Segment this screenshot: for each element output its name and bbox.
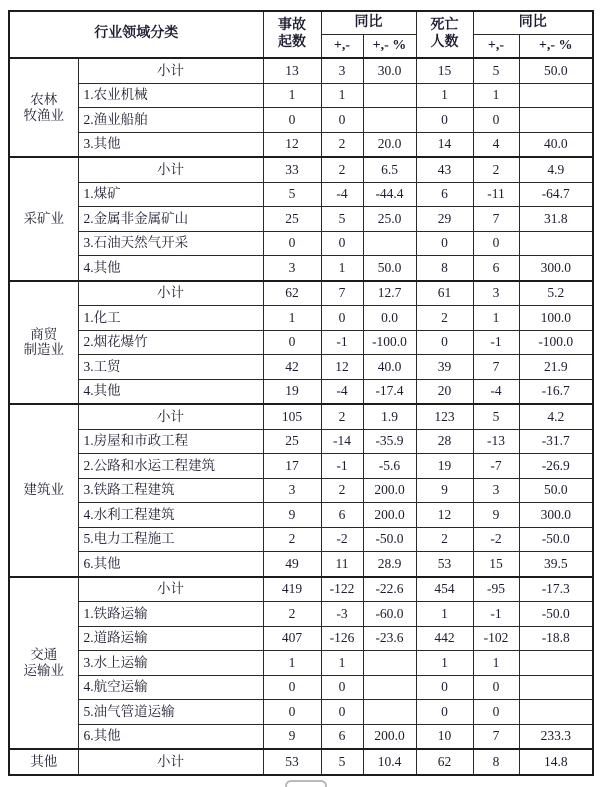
value-cell: 61 — [416, 281, 473, 306]
value-cell: 0 — [473, 675, 519, 700]
value-cell: 21.9 — [519, 355, 593, 380]
value-cell: -1 — [473, 330, 519, 355]
value-cell: 1 — [263, 651, 321, 676]
value-cell: 2 — [416, 306, 473, 331]
value-cell: -1 — [473, 602, 519, 627]
value-cell: 0 — [416, 108, 473, 133]
value-cell: 0 — [263, 108, 321, 133]
table-row — [9, 330, 593, 355]
value-cell: -35.9 — [363, 429, 416, 454]
item-label: 1.煤矿 — [78, 182, 263, 207]
value-cell: -64.7 — [519, 182, 593, 207]
value-cell: 123 — [416, 404, 473, 429]
sector-label — [9, 58, 78, 157]
value-cell: 9 — [416, 478, 473, 503]
value-cell — [519, 651, 593, 676]
table-row — [9, 626, 593, 651]
value-cell: 2 — [321, 132, 363, 157]
value-cell: 42 — [263, 355, 321, 380]
value-cell: 0 — [473, 108, 519, 133]
value-cell: 1 — [263, 83, 321, 108]
value-cell — [363, 108, 416, 133]
item-label: 2.金属非金属矿山 — [78, 207, 263, 232]
value-cell: -23.6 — [363, 626, 416, 651]
value-cell: 43 — [416, 157, 473, 182]
table-row — [9, 724, 593, 749]
value-cell: 11 — [321, 552, 363, 577]
value-cell: 39 — [416, 355, 473, 380]
industry-accident-table — [8, 10, 594, 776]
value-cell: 2 — [263, 602, 321, 627]
value-cell: 5 — [473, 404, 519, 429]
value-cell — [519, 83, 593, 108]
table-header — [9, 11, 593, 58]
value-cell: 454 — [416, 577, 473, 602]
value-cell: -17.4 — [363, 379, 416, 404]
item-label: 2.道路运输 — [78, 626, 263, 651]
value-cell: -13 — [473, 429, 519, 454]
value-cell: 1 — [473, 306, 519, 331]
value-cell: 3 — [473, 281, 519, 306]
value-cell: 0 — [416, 330, 473, 355]
sector-label — [9, 749, 78, 775]
value-cell: 5 — [263, 182, 321, 207]
value-cell: 0 — [321, 700, 363, 725]
value-cell: -1 — [321, 454, 363, 479]
value-cell: 12 — [416, 503, 473, 528]
value-cell: 10.4 — [363, 749, 416, 775]
item-label: 3.石油天然气开采 — [78, 231, 263, 256]
table-row — [9, 132, 593, 157]
item-label: 1.铁路运输 — [78, 602, 263, 627]
value-cell: -2 — [321, 527, 363, 552]
value-cell: 200.0 — [363, 724, 416, 749]
subtotal-label: 小计 — [78, 404, 263, 429]
value-cell: 0 — [321, 306, 363, 331]
table-row — [9, 157, 593, 182]
value-cell: 25 — [263, 207, 321, 232]
header-line: 事故 — [278, 18, 306, 34]
item-label: 1.房屋和市政工程 — [78, 429, 263, 454]
header-line: 起数 — [278, 34, 306, 50]
value-cell — [363, 700, 416, 725]
table-row — [9, 281, 593, 306]
value-cell: -122 — [321, 577, 363, 602]
value-cell: 7 — [321, 281, 363, 306]
value-cell: 1.9 — [363, 404, 416, 429]
table-row — [9, 577, 593, 602]
table-row — [9, 108, 593, 133]
header-plus-minus-accidents: +,- — [321, 35, 363, 59]
value-cell: 419 — [263, 577, 321, 602]
value-cell: -5.6 — [363, 454, 416, 479]
table-row — [9, 404, 593, 429]
value-cell: -26.9 — [519, 454, 593, 479]
header-plus-minus-pct-deaths: +,- % — [519, 35, 593, 59]
value-cell: 0 — [416, 700, 473, 725]
page-indicator — [285, 780, 327, 787]
value-cell — [363, 675, 416, 700]
value-cell — [519, 108, 593, 133]
item-label: 2.公路和水运工程建筑 — [78, 454, 263, 479]
value-cell: -18.8 — [519, 626, 593, 651]
sector-label-line: 农林 — [30, 91, 58, 107]
value-cell: 8 — [416, 256, 473, 281]
subtotal-label: 小计 — [78, 58, 263, 83]
value-cell: 0 — [473, 700, 519, 725]
value-cell: -14 — [321, 429, 363, 454]
value-cell: 50.0 — [519, 58, 593, 83]
value-cell: -60.0 — [363, 602, 416, 627]
header-yoy-accidents: 同比 — [321, 11, 416, 35]
item-label: 2.烟花爆竹 — [78, 330, 263, 355]
value-cell: 7 — [473, 724, 519, 749]
value-cell: 105 — [263, 404, 321, 429]
value-cell: 1 — [416, 602, 473, 627]
header-line: 死亡 — [430, 18, 459, 34]
value-cell: -50.0 — [519, 527, 593, 552]
subtotal-label: 小计 — [78, 577, 263, 602]
value-cell: 442 — [416, 626, 473, 651]
value-cell: 1 — [473, 83, 519, 108]
value-cell: 407 — [263, 626, 321, 651]
value-cell: 4 — [473, 132, 519, 157]
sector-label-line: 交通 — [30, 647, 58, 663]
value-cell: -22.6 — [363, 577, 416, 602]
value-cell: 200.0 — [363, 478, 416, 503]
value-cell: 13 — [263, 58, 321, 83]
value-cell: 1 — [263, 306, 321, 331]
value-cell: 50.0 — [363, 256, 416, 281]
table-row — [9, 478, 593, 503]
value-cell: 2 — [416, 527, 473, 552]
table-row — [9, 182, 593, 207]
subtotal-label: 小计 — [78, 157, 263, 182]
value-cell: 62 — [416, 749, 473, 775]
value-cell: 62 — [263, 281, 321, 306]
value-cell: 29 — [416, 207, 473, 232]
value-cell: 0 — [263, 675, 321, 700]
value-cell: 14.8 — [519, 749, 593, 775]
value-cell: 4.9 — [519, 157, 593, 182]
value-cell: 9 — [263, 503, 321, 528]
table-row — [9, 749, 593, 775]
value-cell: -95 — [473, 577, 519, 602]
value-cell: 6.5 — [363, 157, 416, 182]
value-cell: 12 — [263, 132, 321, 157]
value-cell: 1 — [321, 83, 363, 108]
header-plus-minus-deaths: +,- — [473, 35, 519, 59]
value-cell: 4.2 — [519, 404, 593, 429]
value-cell: -16.7 — [519, 379, 593, 404]
value-cell: -100.0 — [519, 330, 593, 355]
header-yoy-deaths: 同比 — [473, 11, 593, 35]
table-row — [9, 429, 593, 454]
value-cell: -44.4 — [363, 182, 416, 207]
sector-label — [9, 281, 78, 405]
value-cell: 0 — [321, 231, 363, 256]
value-cell: 6 — [416, 182, 473, 207]
value-cell: 3 — [263, 478, 321, 503]
table-row — [9, 207, 593, 232]
value-cell: 0 — [263, 700, 321, 725]
item-label: 3.水上运输 — [78, 651, 263, 676]
value-cell: 14 — [416, 132, 473, 157]
value-cell: 6 — [473, 256, 519, 281]
item-label: 3.其他 — [78, 132, 263, 157]
value-cell: 2 — [321, 157, 363, 182]
value-cell — [363, 231, 416, 256]
value-cell: 53 — [416, 552, 473, 577]
value-cell: 5 — [321, 749, 363, 775]
value-cell: 0 — [263, 231, 321, 256]
value-cell: 25 — [263, 429, 321, 454]
value-cell: 30.0 — [363, 58, 416, 83]
header-accident-count — [263, 11, 321, 58]
item-label: 4.其他 — [78, 379, 263, 404]
sector-label-line: 运输业 — [23, 662, 64, 678]
value-cell: 1 — [416, 651, 473, 676]
value-cell: 2 — [321, 404, 363, 429]
value-cell: -7 — [473, 454, 519, 479]
value-cell — [363, 651, 416, 676]
value-cell: 19 — [263, 379, 321, 404]
value-cell: 300.0 — [519, 503, 593, 528]
value-cell: 3 — [321, 58, 363, 83]
value-cell: -4 — [321, 379, 363, 404]
value-cell — [519, 675, 593, 700]
value-cell: 49 — [263, 552, 321, 577]
value-cell: 1 — [473, 651, 519, 676]
value-cell: -2 — [473, 527, 519, 552]
value-cell — [519, 231, 593, 256]
table-row — [9, 58, 593, 83]
value-cell: -11 — [473, 182, 519, 207]
subtotal-label: 小计 — [78, 749, 263, 775]
value-cell: 0 — [473, 231, 519, 256]
item-label: 4.航空运输 — [78, 675, 263, 700]
header-line: 人数 — [430, 34, 459, 50]
value-cell: 7 — [473, 207, 519, 232]
value-cell: 2 — [473, 157, 519, 182]
value-cell: -31.7 — [519, 429, 593, 454]
value-cell: -50.0 — [363, 527, 416, 552]
item-label: 4.水利工程建筑 — [78, 503, 263, 528]
item-label: 6.其他 — [78, 552, 263, 577]
sector-label-line: 建筑业 — [23, 482, 64, 498]
value-cell: 1 — [416, 83, 473, 108]
table-row — [9, 355, 593, 380]
table-row — [9, 651, 593, 676]
value-cell: 1 — [321, 256, 363, 281]
value-cell: 10 — [416, 724, 473, 749]
sector-label-line: 制造业 — [23, 342, 64, 358]
value-cell — [363, 83, 416, 108]
value-cell: 6 — [321, 724, 363, 749]
value-cell: 8 — [473, 749, 519, 775]
sector-label-line: 牧渔业 — [23, 107, 64, 123]
table-row — [9, 231, 593, 256]
value-cell: 100.0 — [519, 306, 593, 331]
value-cell: 2 — [321, 478, 363, 503]
value-cell: 9 — [263, 724, 321, 749]
value-cell: -4 — [473, 379, 519, 404]
value-cell: 5.2 — [519, 281, 593, 306]
sector-label-line: 采矿业 — [23, 210, 64, 226]
value-cell: 300.0 — [519, 256, 593, 281]
item-label: 3.铁路工程建筑 — [78, 478, 263, 503]
value-cell: -1 — [321, 330, 363, 355]
item-label: 6.其他 — [78, 724, 263, 749]
value-cell: -126 — [321, 626, 363, 651]
value-cell: 233.3 — [519, 724, 593, 749]
value-cell: 40.0 — [363, 355, 416, 380]
value-cell: 15 — [416, 58, 473, 83]
subtotal-label: 小计 — [78, 281, 263, 306]
value-cell: -4 — [321, 182, 363, 207]
value-cell: -3 — [321, 602, 363, 627]
value-cell: 33 — [263, 157, 321, 182]
item-label: 1.农业机械 — [78, 83, 263, 108]
value-cell: 39.5 — [519, 552, 593, 577]
value-cell: 28 — [416, 429, 473, 454]
value-cell: -17.3 — [519, 577, 593, 602]
sector-label — [9, 404, 78, 577]
table-body — [9, 58, 593, 775]
value-cell: 0 — [416, 231, 473, 256]
value-cell: 0 — [321, 108, 363, 133]
sector-label-line: 其他 — [30, 753, 58, 769]
item-label: 3.工贸 — [78, 355, 263, 380]
value-cell: 12.7 — [363, 281, 416, 306]
value-cell: 20.0 — [363, 132, 416, 157]
value-cell: 50.0 — [519, 478, 593, 503]
value-cell: 0.0 — [363, 306, 416, 331]
value-cell: 31.8 — [519, 207, 593, 232]
item-label: 4.其他 — [78, 256, 263, 281]
value-cell: 12 — [321, 355, 363, 380]
value-cell: 7 — [473, 355, 519, 380]
value-cell — [519, 700, 593, 725]
value-cell: 5 — [473, 58, 519, 83]
table-row — [9, 379, 593, 404]
value-cell: 3 — [263, 256, 321, 281]
value-cell: 9 — [473, 503, 519, 528]
item-label: 1.化工 — [78, 306, 263, 331]
value-cell: 20 — [416, 379, 473, 404]
sector-label — [9, 577, 78, 750]
table-row — [9, 602, 593, 627]
table-row — [9, 503, 593, 528]
value-cell: 6 — [321, 503, 363, 528]
table-row — [9, 256, 593, 281]
value-cell: 15 — [473, 552, 519, 577]
table-row — [9, 675, 593, 700]
item-label: 5.油气管道运输 — [78, 700, 263, 725]
value-cell: -50.0 — [519, 602, 593, 627]
value-cell: -100.0 — [363, 330, 416, 355]
value-cell: -102 — [473, 626, 519, 651]
item-label: 5.电力工程施工 — [78, 527, 263, 552]
table-row — [9, 454, 593, 479]
table-row — [9, 527, 593, 552]
value-cell: 200.0 — [363, 503, 416, 528]
table-row — [9, 700, 593, 725]
value-cell: 0 — [416, 675, 473, 700]
value-cell: 25.0 — [363, 207, 416, 232]
item-label: 2.渔业船舶 — [78, 108, 263, 133]
sector-label — [9, 157, 78, 281]
value-cell: 0 — [321, 675, 363, 700]
table-row — [9, 83, 593, 108]
value-cell: 5 — [321, 207, 363, 232]
value-cell: 28.9 — [363, 552, 416, 577]
value-cell: 2 — [263, 527, 321, 552]
sector-label-line: 商贸 — [30, 326, 58, 342]
value-cell: 17 — [263, 454, 321, 479]
header-plus-minus-pct-accidents: +,- % — [363, 35, 416, 59]
value-cell: 19 — [416, 454, 473, 479]
header-category: 行业领域分类 — [9, 11, 263, 58]
value-cell: 40.0 — [519, 132, 593, 157]
value-cell: 0 — [263, 330, 321, 355]
value-cell: 3 — [473, 478, 519, 503]
header-death-count — [416, 11, 473, 58]
header-row-1 — [9, 11, 593, 35]
value-cell: 1 — [321, 651, 363, 676]
value-cell: 53 — [263, 749, 321, 775]
table-row — [9, 306, 593, 331]
table-row — [9, 552, 593, 577]
